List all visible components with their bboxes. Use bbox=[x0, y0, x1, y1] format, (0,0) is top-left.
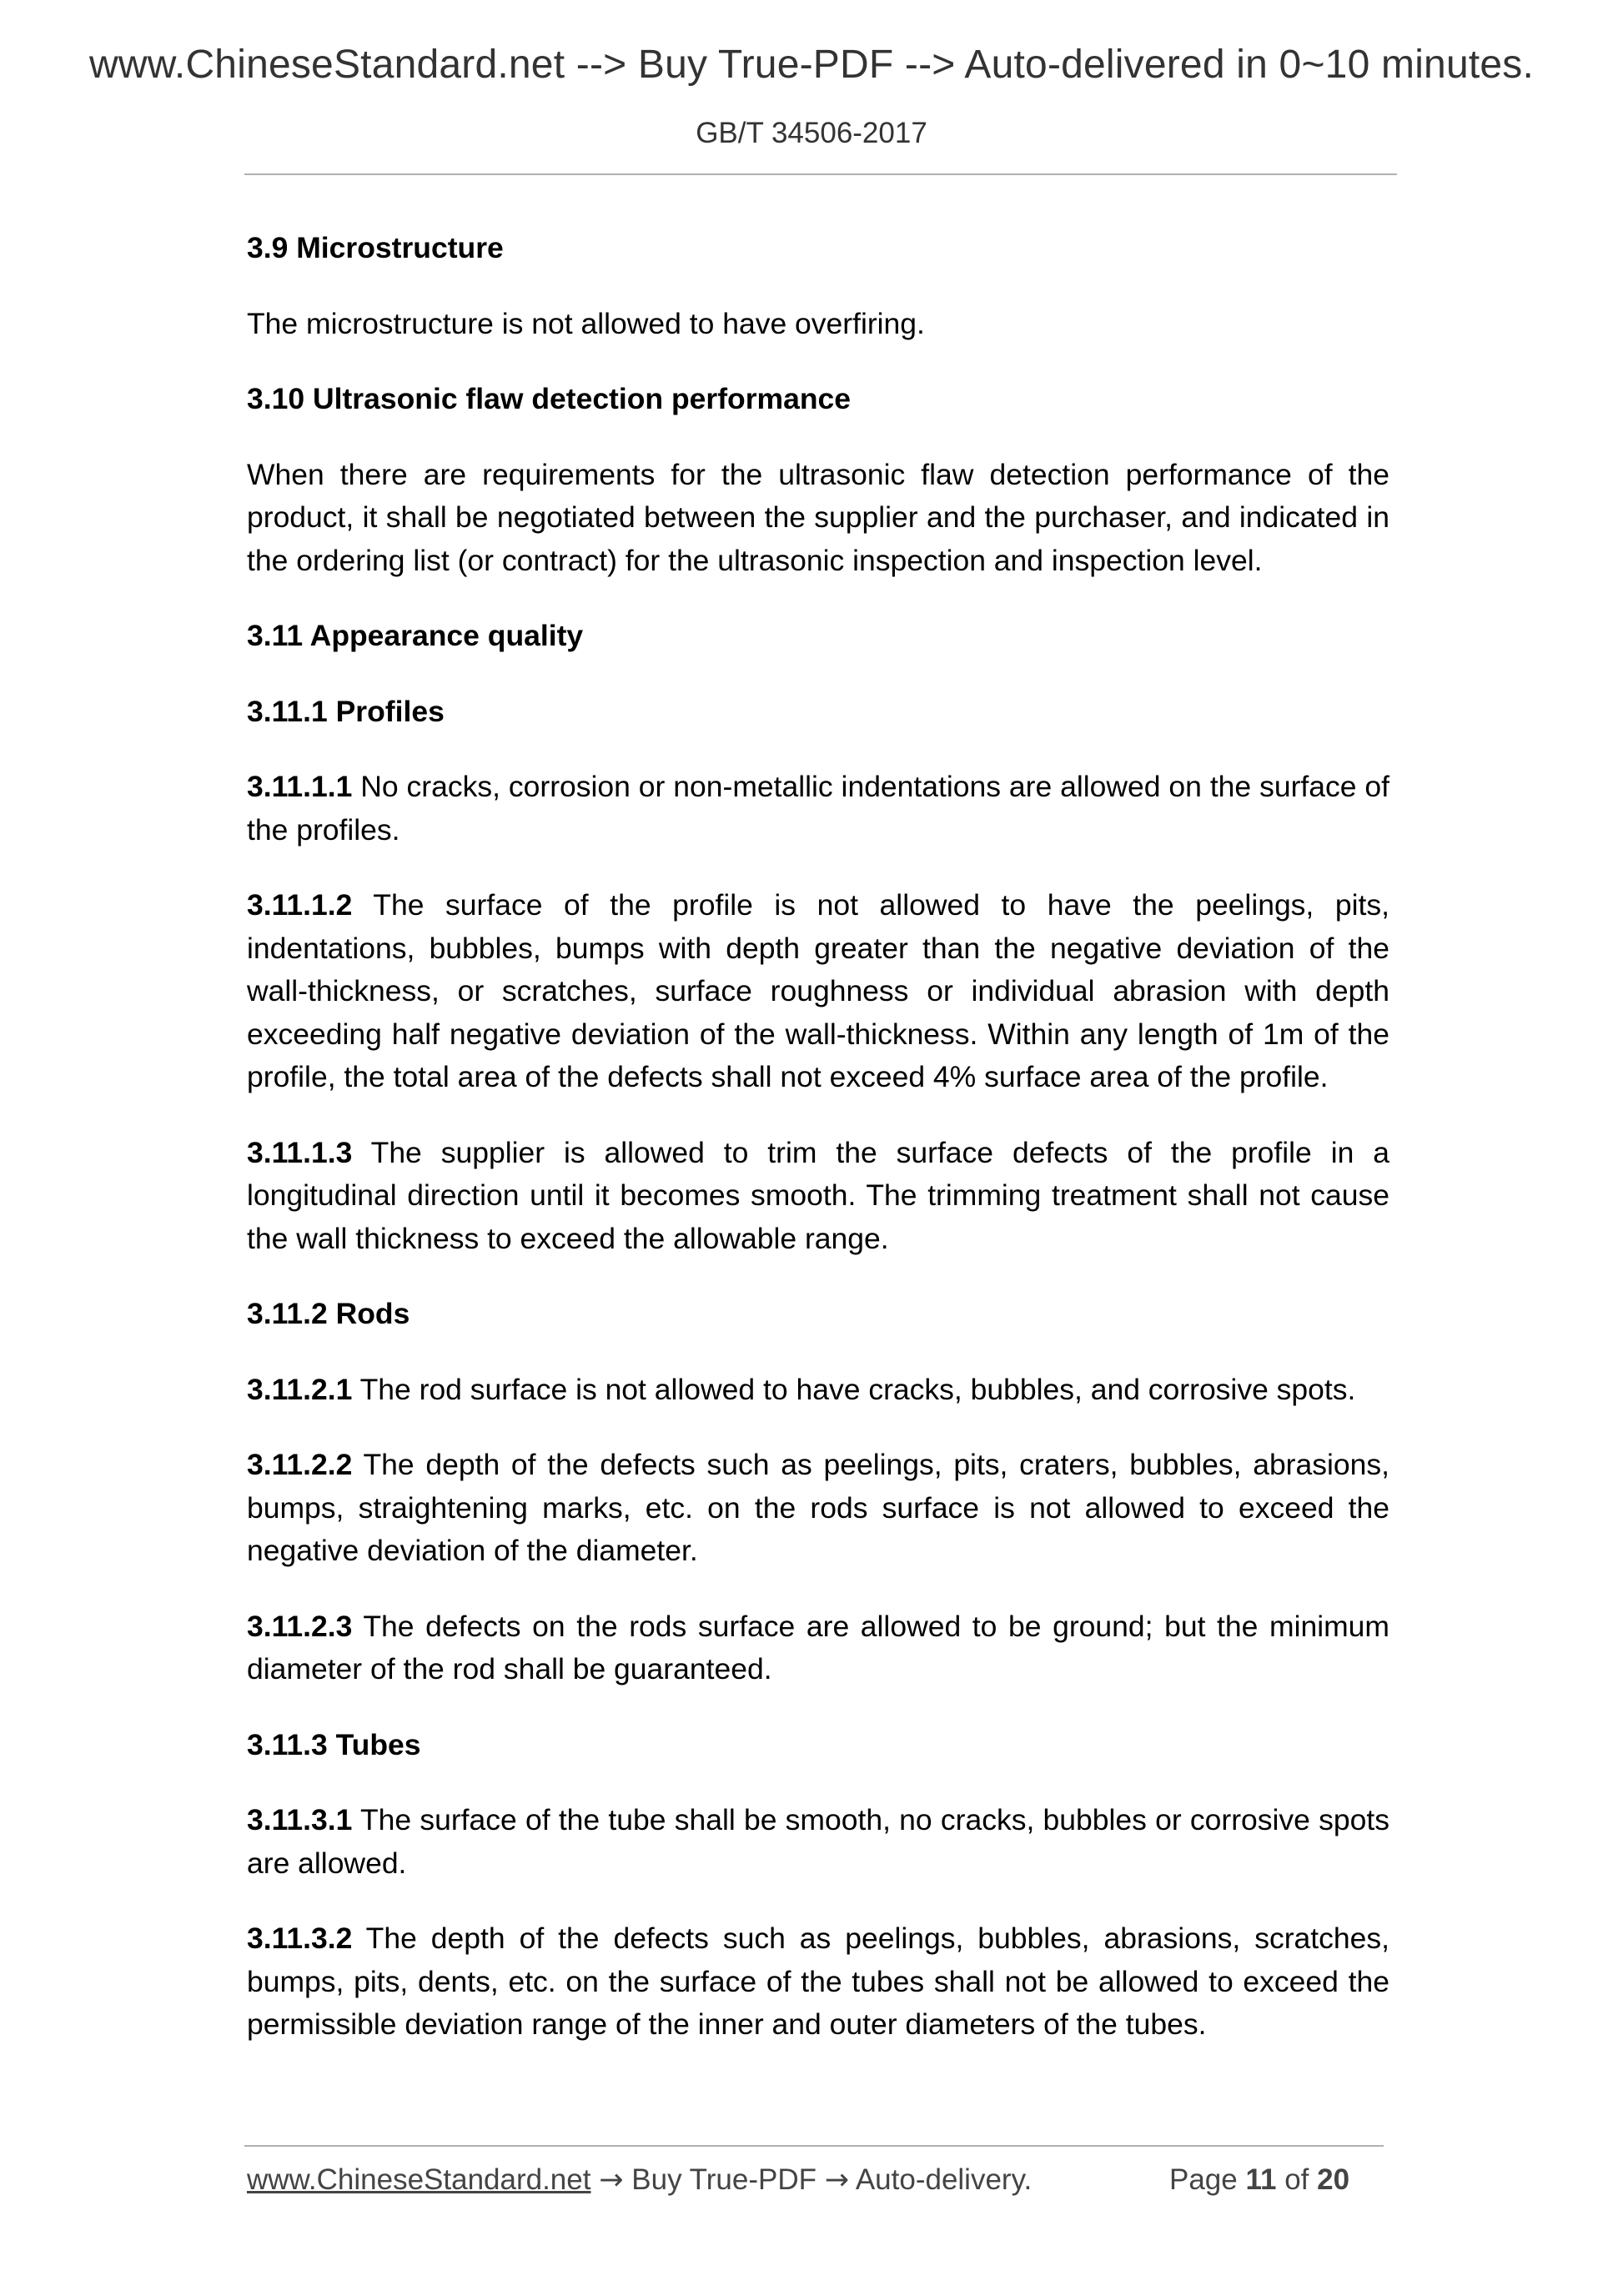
heading-3-9: 3.9 Microstructure bbox=[247, 231, 504, 264]
document-body bbox=[247, 227, 1389, 2079]
clause-text: The depth of the defects such as peelings, bubbles, abrasions, scratches, bumps, pits, dents, etc. on the surface of the tubes shall not be allowed to exceed the permissible deviation range of the inner and outer diameters of the tubes. bbox=[247, 1922, 1389, 2041]
clause-text: The supplier is allowed to trim the surface defects of the profile in a longitudinal direction until it becomes smooth. The trimming treatment shall not cause the wall thickness to exceed the allowable range. bbox=[247, 1135, 1389, 1255]
clause-text: The surface of the tube shall be smooth, no cracks, bubbles or corrosive spots are allowed. bbox=[247, 1803, 1389, 1880]
clause-3-11-2-1 bbox=[247, 1369, 1389, 1412]
heading-3-10: 3.10 Ultrasonic flaw detection performance bbox=[247, 382, 852, 415]
clause-number: 3.11.2.3 bbox=[247, 1609, 353, 1643]
page-total: 20 bbox=[1317, 2163, 1350, 2196]
page-label: Page bbox=[1169, 2163, 1238, 2196]
clause-number: 3.11.3.2 bbox=[247, 1922, 353, 1955]
clause-3-11-3-1 bbox=[247, 1799, 1389, 1885]
clause-3-11-2-3 bbox=[247, 1605, 1389, 1691]
page-current: 11 bbox=[1245, 2163, 1277, 2196]
page-of: of bbox=[1284, 2163, 1309, 2196]
clause-3-11-3-2 bbox=[247, 1917, 1389, 2047]
heading-3-11: 3.11 Appearance quality bbox=[247, 619, 584, 652]
clause-text: The depth of the defects such as peelings, pits, craters, bubbles, abrasions, bumps, straightening marks, etc. on the rods surface is not allowed to exceed the negative deviation of the diameter. bbox=[247, 1448, 1389, 1567]
clause-text: No cracks, corrosion or non-metallic indentations are allowed on the surface of the profiles. bbox=[247, 770, 1389, 847]
top-banner: www.ChineseStandard.net --> Buy True-PDF --> Auto-delivered in 0~10 minutes. bbox=[88, 43, 1535, 87]
arrow-right-icon: → bbox=[599, 2163, 624, 2197]
clause-number: 3.11.2.1 bbox=[247, 1372, 353, 1406]
paragraph-3-9: The microstructure is not allowed to have overfiring. bbox=[247, 306, 925, 340]
clause-3-11-1-2 bbox=[247, 884, 1389, 1099]
heading-3-11-1: 3.11.1 Profiles bbox=[247, 694, 445, 728]
clause-number: 3.11.3.1 bbox=[247, 1803, 353, 1836]
clause-text: The defects on the rods surface are allowed to be ground; but the minimum diameter of the rod shall be guaranteed. bbox=[247, 1609, 1389, 1686]
paragraph-3-10: When there are requirements for the ultrasonic flaw detection performance of the product, it shall be negotiated between the supplier and the purchaser, and indicated in the ordering list (or contract) for the ultrasonic inspection and inspection level. bbox=[247, 457, 1389, 577]
footer-divider bbox=[244, 2145, 1384, 2147]
footer-auto-text: Auto-delivery. bbox=[849, 2163, 1033, 2196]
clause-number: 3.11.1.3 bbox=[247, 1135, 353, 1169]
header-divider bbox=[244, 173, 1397, 175]
clause-text: The rod surface is not allowed to have cracks, bubbles, and corrosive spots. bbox=[352, 1372, 1356, 1406]
clause-3-11-1-3 bbox=[247, 1132, 1389, 1261]
arrow-right-icon: → bbox=[824, 2163, 850, 2197]
footer-promo bbox=[247, 2163, 1032, 2197]
clause-3-11-2-2 bbox=[247, 1444, 1389, 1573]
standard-code: GB/T 34506-2017 bbox=[696, 117, 927, 149]
heading-3-11-3: 3.11.3 Tubes bbox=[247, 1727, 421, 1761]
clause-number: 3.11.2.2 bbox=[247, 1448, 353, 1481]
footer-buy-text: Buy True-PDF bbox=[623, 2163, 825, 2196]
footer-site-link[interactable]: www.ChineseStandard.net bbox=[247, 2163, 591, 2196]
heading-3-11-2: 3.11.2 Rods bbox=[247, 1297, 410, 1330]
clause-number: 3.11.1.2 bbox=[247, 888, 353, 922]
clause-3-11-1-1 bbox=[247, 766, 1389, 852]
clause-number: 3.11.1.1 bbox=[247, 770, 353, 803]
page-indicator bbox=[1169, 2163, 1349, 2197]
clause-text: The surface of the profile is not allowed to have the peelings, pits, indentations, bubbles, bumps with depth greater than the negative deviation of the wall-thickness, or scratches, surface roughness or individual abrasion with depth exceeding half negative deviation of the wall-thickness. Within any length of 1m of the profile, the total area of the defects shall not exceed 4% surface area of the profile. bbox=[247, 888, 1389, 1093]
